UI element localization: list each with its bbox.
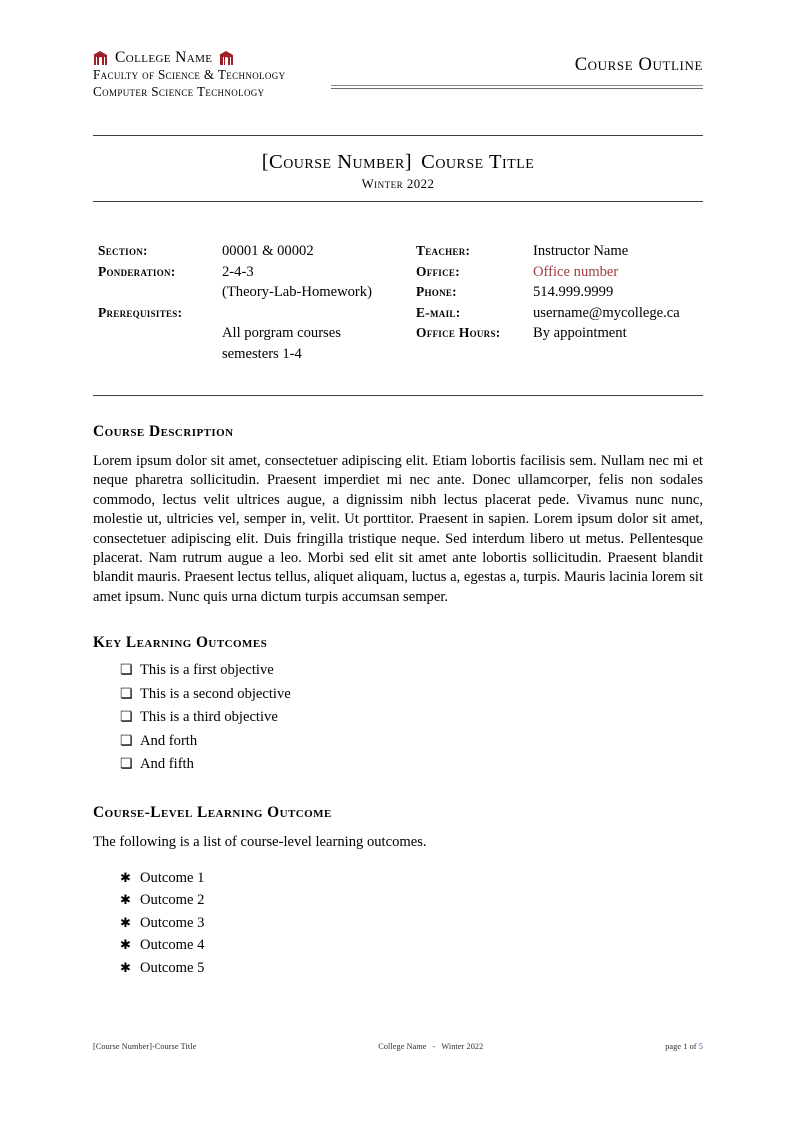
college-building-icon-secondary [219,51,234,65]
info-row-prerequisites-line2 [98,344,416,365]
course-level-outcomes-list [93,867,703,980]
footer-center [378,1042,483,1051]
footer-page-current: 1 [683,1042,688,1051]
checkbox-bullet-icon: ❏ [120,733,133,749]
header-rule-bottom [331,88,703,89]
info-label-teacher: Teacher: [416,243,471,258]
faculty-name: Faculty of Science & Technology [93,67,286,82]
info-label-office-hours: Office Hours: [416,325,501,340]
page-content [93,48,703,979]
info-row-section [98,241,416,262]
info-label-prerequisites: Prerequisites: [98,304,183,320]
course-title-block [93,135,703,202]
college-building-icon [93,51,108,65]
info-value-phone: 514.999.9999 [533,284,614,300]
footer-semester: Winter 2022 [441,1042,484,1051]
list-item [93,706,703,730]
document-type-block [331,48,703,89]
footer-college-name: College Name [378,1042,427,1051]
course-number: [Course Number] [261,151,413,173]
info-value-ponderation-detail: (Theory-Lab-Homework) [222,284,372,300]
list-item [93,659,703,683]
semester-label: Winter 2022 [361,177,435,191]
course-title: Course Title [421,151,535,173]
info-row-teacher [416,241,703,262]
info-value-section: 00001 & 00002 [222,243,314,259]
heading-course-level-learning-outcome: Course-Level Learning Outcome [93,803,332,821]
info-row-office-hours [416,323,703,344]
course-info-table [93,241,703,364]
info-row-email [416,303,703,324]
list-item-label: Outcome 2 [140,892,205,909]
info-value-email: username@mycollege.ca [533,304,680,321]
checkbox-bullet-icon: ❏ [120,710,133,726]
list-item-label: This is a second objective [140,685,291,702]
list-item-label: And fifth [140,756,194,773]
list-item-label: This is a first objective [140,662,274,679]
list-item [93,867,703,890]
info-value-office: Office number [533,263,619,280]
info-row-ponderation-detail [98,282,416,303]
info-row-office [416,262,703,283]
info-value-prerequisites-line1: All porgram courses [222,325,341,341]
institution-block [93,48,285,100]
asterisk-bullet-icon: ✱ [120,892,131,908]
footer-page-of: of [689,1042,697,1051]
info-value-office-hours: By appointment [533,325,627,341]
list-item [93,912,703,935]
asterisk-bullet-icon: ✱ [120,869,131,885]
footer-course-label: [Course Number]-Course Title [93,1042,197,1051]
header-rule-top [331,85,703,86]
checkbox-bullet-icon: ❏ [120,686,133,702]
footer-separator: - [432,1042,436,1051]
footer-page-indicator [665,1042,703,1051]
info-label-email: E-mail: [416,304,461,320]
asterisk-bullet-icon: ✱ [120,937,131,953]
list-item [93,957,703,980]
info-value-prerequisites-line2: semesters 1-4 [222,345,302,362]
asterisk-bullet-icon: ✱ [120,959,131,975]
footer-page-prefix: page [665,1042,682,1051]
list-item [93,683,703,707]
page-footer [93,1042,703,1051]
college-name-line [93,48,285,67]
list-item [93,889,703,912]
list-item [93,934,703,957]
checkbox-bullet-icon: ❏ [120,757,133,773]
content-section-divider [93,395,703,396]
info-value-ponderation: 2-4-3 [222,263,254,280]
list-item-label: Outcome 5 [140,959,205,976]
page-title [93,150,703,175]
footer-page-total[interactable]: 5 [698,1042,703,1051]
info-label-ponderation: Ponderation: [98,263,176,279]
document-masthead [93,48,703,100]
course-info-left-column [98,241,416,364]
list-item [93,730,703,754]
checkbox-bullet-icon: ❏ [120,663,133,679]
info-label-phone: Phone: [416,284,457,299]
course-description-paragraph: Lorem ipsum dolor sit amet, consectetuer adipiscing elit. Etiam lobortis facilisis sem. Nullam nec mi et neque pharetra sollicitudin. Praesent imperdiet mi nec ante. Donec ullamcorper, felis non sodales commodo, lectus velit ultrices augue, a dignissim nibh lectus placerat pede. Vivamus nunc nunc, molestie ut, ultricies vel, semper in, velit. Ut porttitor. Praesent in sapien. Lorem ipsum dolor sit amet, consectetuer adipiscing elit. Duis fringilla tristique neque. Sed interdum libero ut metus. Pellentesque placerat. Nam rutrum augue a leo. Morbi sed elit sit amet ante lobortis sollicitudin. Praesent blandit blandit mauris. Praesent lectus tellus, aliquet aliquam, luctus a, egestas a, turpis. Mauris lacinia lorem sit amet ipsum. Nunc quis urna dictum turpis accumsan semper. [93,453,703,605]
document-type-title: Course Outline [574,55,703,75]
course-level-intro-text: The following is a list of course-level learning outcomes. [93,833,427,850]
heading-course-description: Course Description [93,423,234,440]
list-item-label: And forth [140,732,198,749]
list-item-label: Outcome 3 [140,914,205,931]
list-item-label: Outcome 1 [140,869,205,886]
list-item-label: This is a third objective [140,709,278,726]
department-name: Computer Science Technology [93,83,265,99]
info-label-office: Office: [416,263,460,279]
info-row-prerequisites [98,303,416,324]
info-row-ponderation [98,262,416,283]
college-name: College Name [115,49,213,66]
key-learning-outcomes-list [93,659,703,777]
info-row-prerequisites-line1 [98,323,416,344]
list-item-label: Outcome 4 [140,937,205,954]
heading-key-learning-outcomes: Key Learning Outcomes [93,634,268,652]
course-info-right-column [416,241,703,364]
info-value-teacher: Instructor Name [533,243,629,259]
info-row-phone [416,282,703,303]
header-double-rule [331,85,703,89]
asterisk-bullet-icon: ✱ [120,914,131,930]
info-label-section: Section: [98,243,148,258]
list-item [93,753,703,777]
